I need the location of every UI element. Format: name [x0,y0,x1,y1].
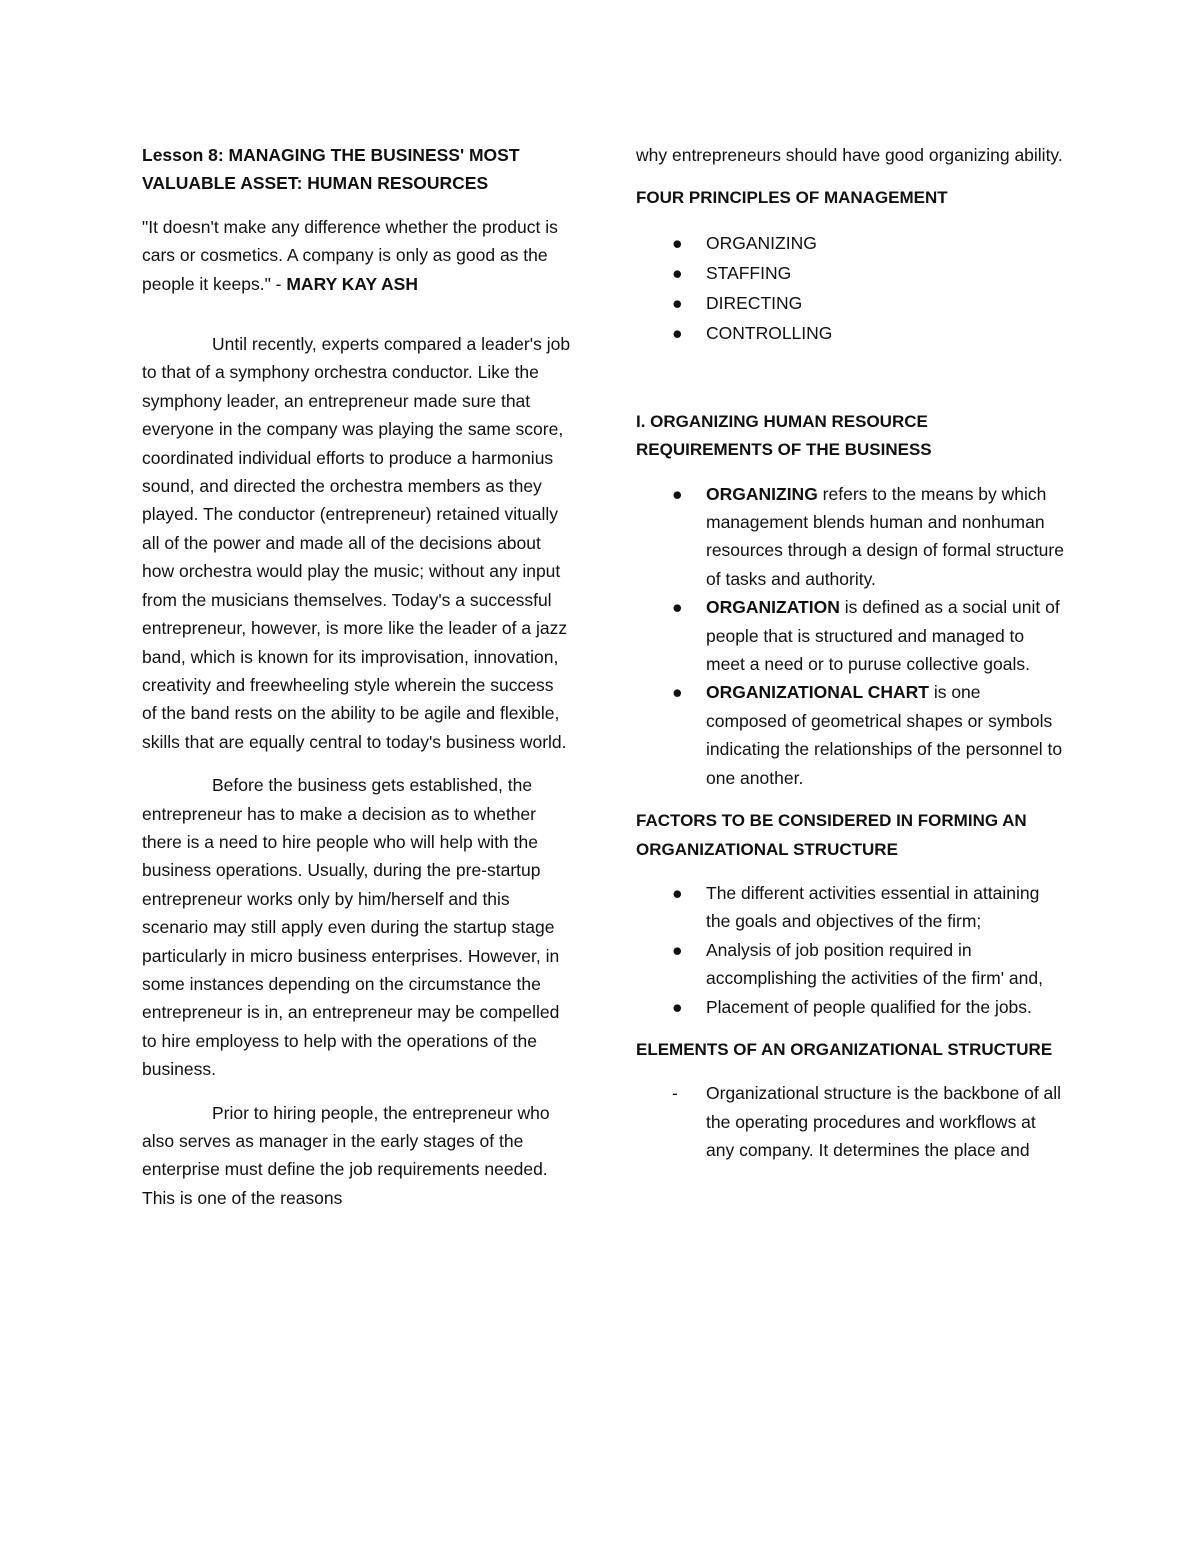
list-item: ● DIRECTING [636,288,1066,318]
quote-text: "It doesn't make any difference whether the product is cars or cosmetics. A company is only as good as the people it keeps." - [142,216,558,294]
bullet-icon: ● [672,939,683,960]
bullet-icon: ● [672,882,683,903]
list-item: ● CONTROLLING [636,318,1066,348]
bullet-icon: ● [672,682,683,703]
list-item: - Organizational structure is the backbone of all the operating procedures and workflows at any company. It determines the place and [636,1079,1066,1164]
principles-heading: FOUR PRINCIPLES OF MANAGEMENT [636,188,948,208]
dash-icon: - [672,1083,678,1104]
factors-heading: FACTORS TO BE CONSIDERED IN FORMING AN ORGANIZATIONAL STRUCTURE [636,811,1027,859]
bullet-icon: ● [672,232,683,253]
continuation-text: why entrepreneurs should have good organizing ability. [636,145,1063,165]
factors-list [636,879,1066,1021]
quote-author: MARY KAY ASH [286,273,418,294]
bullet-icon: ● [672,483,683,504]
right-column [636,141,1066,1180]
left-column [142,141,572,1227]
bullet-icon: ● [672,322,683,343]
paragraph-3: Prior to hiring people, the entrepreneur who also serves as manager in the early stages of the enterprise must define the job requirements needed. This is one of the reasons [142,1102,550,1208]
list-item: ● Placement of people qualified for the jobs. [636,993,1066,1021]
list-item: ● The different activities essential in attaining the goals and objectives of the firm; [636,879,1066,936]
bullet-icon: ● [672,996,683,1017]
list-item: ● STAFFING [636,258,1066,288]
bullet-icon: ● [672,292,683,313]
paragraph-1: Until recently, experts compared a leader's job to that of a symphony orchestra conductor. Like the symphony leader, an entrepreneur made sure that everyone in the company was playing the same score, coordinated individual efforts to produce a harmonius sound, and directed the orchestra members as they played. The conductor (entrepreneur) retained vitually all of the power and made all of the decisions about how orchestra would play the music; without any input from the musicians themselves. Today's a successful entrepreneur, however, is more like the leader of a jazz band, which is known for its improvisation, innovation, creativity and freewheeling style wherein the success of the band rests on the ability to be agile and flexible, skills that are equally central to today's business world. [142,334,571,752]
list-item: ● ORGANIZATION is defined as a social unit of people that is structured and managed to meet a need or to puruse collective goals. [636,593,1066,678]
definitions-list [636,480,1066,792]
list-item: ● ORGANIZING [636,228,1066,258]
elements-list [636,1079,1066,1164]
opening-quote [142,213,572,298]
list-item: ● ORGANIZATIONAL CHART is one composed of geometrical shapes or symbols indicating the relationships of the personnel to one another. [636,678,1066,792]
principles-list [636,228,1066,348]
lesson-title: Lesson 8: MANAGING THE BUSINESS' MOST VALUABLE ASSET: HUMAN RESOURCES [142,145,520,194]
bullet-icon: ● [672,262,683,283]
paragraph-2: Before the business gets established, the entrepreneur has to make a decision as to whether there is a need to hire people who will help with the business operations. Usually, during the pre-startup entrepreneur works only by him/herself and this scenario may still apply even during the startup stage particularly in micro business enterprises. However, in some instances depending on the circumstance the entrepreneur is in, an entrepreneur may be compelled to hire employess to help with the operations of the business. [142,775,560,1080]
list-item: ● ORGANIZING refers to the means by which management blends human and nonhuman resources through a design of formal structure of tasks and authority. [636,480,1066,594]
section-1-heading: I. ORGANIZING HUMAN RESOURCE REQUIREMENTS OF THE BUSINESS [636,411,932,460]
bullet-icon: ● [672,597,683,618]
elements-heading: ELEMENTS OF AN ORGANIZATIONAL STRUCTURE [636,1039,1053,1059]
list-item: ● Analysis of job position required in accomplishing the activities of the firm' and, [636,936,1066,993]
